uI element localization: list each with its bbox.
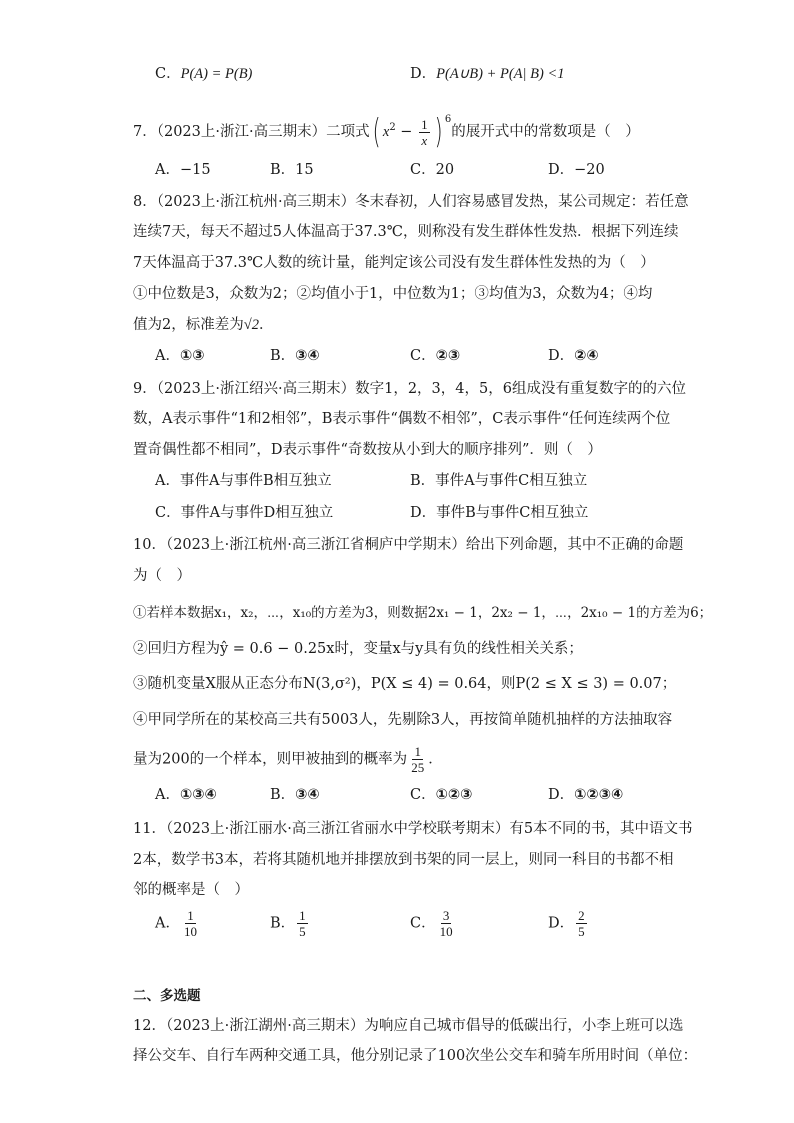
frac-den: 25 xyxy=(411,760,425,775)
q9-option-b xyxy=(410,471,587,491)
q12-line-2: 择公交车、自行车两种交通工具，他分别记录了100次坐公交车和骑车所用时间（单位： xyxy=(133,1048,698,1064)
q9-option-d xyxy=(410,503,588,523)
option-label: C． xyxy=(155,66,181,82)
expr-base: x xyxy=(382,124,390,140)
option-text: 事件A与事件D相互独立 xyxy=(180,505,334,521)
frac-num: 1 xyxy=(421,116,428,132)
frac-num: 1 xyxy=(299,908,306,923)
q10-item-4b xyxy=(133,744,443,775)
option-label: B． xyxy=(270,162,296,178)
frac-num: 3 xyxy=(442,908,450,923)
option-text: 事件A与事件C相互独立 xyxy=(435,473,588,489)
q8-line-2: 连续7天，每天不超过5人体温高于37.3℃，则称没有发生群体性发热．根据下列连续 xyxy=(133,224,679,240)
q8-option-d xyxy=(548,346,599,366)
outer-pow: 6 xyxy=(444,114,452,125)
q7-option-a xyxy=(155,160,211,180)
option-text: −20 xyxy=(574,162,605,178)
q10-option-a xyxy=(155,785,217,805)
option-text: P(A) = P(B) xyxy=(180,66,253,82)
option-label: B． xyxy=(410,473,436,489)
option-fraction xyxy=(438,908,455,939)
q11-option-a xyxy=(155,908,201,939)
option-text: P(A∪B) + P(A| B) <1 xyxy=(436,66,565,82)
q10-option-b xyxy=(270,785,320,805)
option-label: B． xyxy=(270,787,296,803)
q10-item-4b-end: ． xyxy=(428,751,443,768)
q11-line-2: 2本，数学书3本，若将其随机地并排摆放到书架的同一层上，则同一科目的书都不相 xyxy=(133,852,674,868)
option-label: C． xyxy=(155,505,181,521)
sqrt-expr: √2 xyxy=(243,317,259,333)
q9-line-2: 数，A表示事件“1和2相邻”，B表示事件“偶数不相邻”，C表示事件“任何连续两个位 xyxy=(133,411,671,427)
q7-stem-text: 7．（2023上·浙江·高三期末）二项式 xyxy=(133,124,370,140)
section-title: 二、多选题 xyxy=(133,988,201,1004)
q7-stem-tail: 的展开式中的常数项是（ ） xyxy=(451,124,640,140)
option-label: C． xyxy=(410,348,436,364)
q10-item-2: ②回归方程为ŷ = 0.6 − 0.25x时，变量x与y具有负的线性相关关系； xyxy=(133,641,583,657)
option-label: C． xyxy=(410,787,436,803)
option-fraction xyxy=(297,908,308,939)
expr-pow: 2 xyxy=(389,122,396,134)
q6-option-c xyxy=(155,64,252,84)
q10-item-4: ④甲同学所在的某校高三共有5003人，先剔除3人，再按简单随机抽样的方法抽取容 xyxy=(133,712,673,728)
option-label: C． xyxy=(410,162,436,178)
q8-line-1: 8．（2023上·浙江杭州·高三期末）冬末春初，人们容易感冒发热，某公司规定：若任意 xyxy=(133,194,689,210)
option-fraction xyxy=(182,908,199,939)
right-paren: ) xyxy=(434,112,443,152)
q8-line-5 xyxy=(133,315,273,335)
frac-den: 10 xyxy=(439,924,453,939)
q8-line-4: ①中位数是3，众数为2；②均值小于1，中位数为1；③均值为3，众数为4；④均 xyxy=(133,286,653,302)
frac-num: 1 xyxy=(414,744,421,759)
option-text: ③④ xyxy=(295,348,320,364)
q8-option-c xyxy=(410,346,460,366)
option-label: D． xyxy=(410,505,437,521)
frac-num: 1 xyxy=(187,908,194,923)
frac-den: 5 xyxy=(299,924,306,939)
q10-line-1: 10．（2023上·浙江杭州·高三浙江省桐庐中学期末）给出下列命题，其中不正确的命题 xyxy=(133,537,684,553)
option-text: ①③④ xyxy=(179,787,217,803)
q11-line-3: 邻的概率是（ ） xyxy=(133,882,249,898)
option-label: B． xyxy=(270,348,296,364)
option-label: B． xyxy=(270,915,296,932)
q9-line-1: 9．（2023上·浙江绍兴·高三期末）数字1，2，3，4，5，6组成没有重复数字的的六位 xyxy=(133,381,686,397)
q10-fraction xyxy=(409,744,426,775)
left-paren: ( xyxy=(372,112,381,152)
q11-option-d xyxy=(548,908,589,939)
q8-line-5-text: 值为2，标准差为 xyxy=(133,317,244,333)
q10-item-4b-text: 量为200的一个样本，则甲被抽到的概率为 xyxy=(133,751,408,768)
q12-line-1: 12．（2023上·浙江湖州·高三期末）为响应自己城市倡导的低碳出行，小李上班可以选 xyxy=(133,1018,684,1034)
q7-option-d xyxy=(548,160,605,180)
q6-option-d xyxy=(410,64,565,84)
frac-num: 2 xyxy=(578,908,585,923)
q11-line-1: 11．（2023上·浙江丽水·高三浙江省丽水中学校联考期末）有5本不同的书，其中语文书 xyxy=(133,821,693,837)
option-label: A． xyxy=(155,915,180,932)
option-label: A． xyxy=(155,473,180,489)
frac-den: 5 xyxy=(578,924,585,939)
q7-stem xyxy=(133,110,640,152)
q7-option-b xyxy=(270,160,314,180)
q8-line-3: 7天体温高于37.3℃人数的统计量，能判定该公司没有发生群体性发热的为（ ） xyxy=(133,255,655,271)
option-label: A． xyxy=(155,162,180,178)
q10-option-d xyxy=(548,785,623,805)
option-label: D． xyxy=(548,348,575,364)
option-label: D． xyxy=(548,162,575,178)
option-text: ①③ xyxy=(179,348,205,364)
option-text: ①②③ xyxy=(435,787,473,803)
option-label: D． xyxy=(410,66,437,82)
option-text: 15 xyxy=(295,162,314,178)
q9-option-c xyxy=(155,503,333,523)
q9-option-a xyxy=(155,471,332,491)
option-text: 20 xyxy=(435,162,455,178)
option-text: ①②③④ xyxy=(574,787,624,803)
q10-option-c xyxy=(410,785,472,805)
option-text: ②④ xyxy=(574,348,599,364)
option-text: ②③ xyxy=(435,348,461,364)
option-label: D． xyxy=(548,787,575,803)
q9-line-3: 置奇偶性都不相同”，D表示事件“奇数按从小到大的顺序排列”．则（ ） xyxy=(133,442,602,458)
option-text: 事件A与事件B相互独立 xyxy=(179,473,332,489)
option-fraction xyxy=(576,908,587,939)
q10-line-2: 为（ ） xyxy=(133,568,191,584)
option-label: D． xyxy=(548,915,575,932)
q7-option-c xyxy=(410,160,454,180)
frac-den: x xyxy=(421,132,428,148)
option-label: A． xyxy=(155,348,180,364)
option-text: ③④ xyxy=(295,787,320,803)
q7-fraction xyxy=(419,117,430,148)
option-label: A． xyxy=(155,787,180,803)
option-text: 事件B与事件C相互独立 xyxy=(436,505,589,521)
option-label: C． xyxy=(410,915,436,932)
q8-option-a xyxy=(155,346,205,366)
q11-option-b xyxy=(270,908,310,939)
q8-line-5-end: ． xyxy=(258,317,274,333)
frac-den: 10 xyxy=(183,924,197,939)
q11-option-c xyxy=(410,908,457,939)
q10-item-3: ③随机变量X服从正态分布N(3,σ²)，P(X ≤ 4) = 0.64，则P(2 ≤ X ≤ 3) = 0.07； xyxy=(133,676,677,692)
option-text: −15 xyxy=(179,162,211,178)
q10-item-1: ①若样本数据x₁，x₂，⋯，x₁₀的方差为3，则数据2x₁ − 1，2x₂ − 1，⋯，2x₁₀ − 1的方差为6； xyxy=(133,605,713,621)
q8-option-b xyxy=(270,346,320,366)
expr-minus: − xyxy=(395,124,418,140)
